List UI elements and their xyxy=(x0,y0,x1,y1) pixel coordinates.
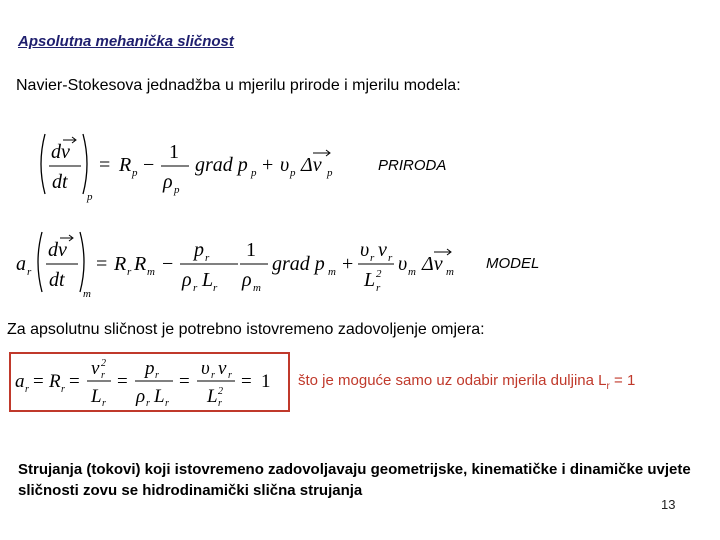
svg-text:r: r xyxy=(218,398,222,409)
svg-text:r: r xyxy=(102,398,106,409)
svg-text:Δv: Δv xyxy=(422,253,443,275)
condition-note-subscript: r xyxy=(606,381,610,392)
svg-text:1: 1 xyxy=(246,239,256,261)
equation-model xyxy=(14,228,464,300)
svg-text:p: p xyxy=(290,167,296,179)
similarity-condition: Za apsolutnu sličnost je potrebno istovremeno zadovoljenje omjera: xyxy=(7,321,485,338)
svg-text:a: a xyxy=(15,371,25,392)
svg-text:r: r xyxy=(101,370,105,381)
svg-text:2: 2 xyxy=(376,268,382,280)
svg-text:L: L xyxy=(202,269,214,291)
svg-text:r: r xyxy=(165,398,169,409)
svg-text:v: v xyxy=(218,358,227,379)
svg-text:L: L xyxy=(207,386,218,407)
intro-text: Navier-Stokesova jednadžba u mjerilu prirode i mjerilu modela: xyxy=(16,77,461,94)
svg-text:υ: υ xyxy=(201,358,210,379)
svg-text:2: 2 xyxy=(101,358,106,369)
svg-text:R: R xyxy=(49,371,61,392)
svg-text:p: p xyxy=(194,239,204,261)
svg-text:r: r xyxy=(127,266,132,278)
svg-text:1: 1 xyxy=(261,371,271,392)
svg-text:r: r xyxy=(211,370,215,381)
svg-text:ρ: ρ xyxy=(182,269,192,291)
svg-text:υ: υ xyxy=(280,154,290,176)
svg-text:=: = xyxy=(33,371,44,392)
similarity-equation-box xyxy=(9,352,290,412)
svg-text:p: p xyxy=(327,167,333,179)
svg-text:dt: dt xyxy=(49,269,65,291)
svg-text:grad p: grad p xyxy=(195,154,248,176)
svg-text:ρ: ρ xyxy=(136,386,146,407)
svg-text:m: m xyxy=(253,282,261,294)
svg-text:R: R xyxy=(114,253,127,275)
svg-text:m: m xyxy=(408,266,416,278)
svg-text:m: m xyxy=(328,266,336,278)
svg-text:L: L xyxy=(91,386,102,407)
condition-note-tail: = 1 xyxy=(609,372,636,389)
svg-text:=: = xyxy=(96,253,108,275)
page-title: Apsolutna mehanička sličnost xyxy=(18,33,234,50)
svg-text:dv: dv xyxy=(51,141,70,163)
svg-text:=: = xyxy=(117,371,128,392)
svg-text:−: − xyxy=(162,253,174,275)
svg-text:=: = xyxy=(179,371,190,392)
svg-text:+: + xyxy=(342,253,354,275)
svg-text:r: r xyxy=(370,252,375,264)
svg-text:=: = xyxy=(69,371,80,392)
svg-text:a: a xyxy=(16,253,26,275)
svg-text:r: r xyxy=(146,398,150,409)
svg-text:υ: υ xyxy=(360,239,370,261)
svg-text:=: = xyxy=(99,154,111,176)
svg-text:+: + xyxy=(262,154,274,176)
svg-text:Δv: Δv xyxy=(301,154,322,176)
conclusion-text: Strujanja (tokovi) koji istovremeno zadovoljavaju geometrijske, kinematičke i dinamičke uvjete sličnosti zovu se hidrodinamički slična strujanja xyxy=(18,461,691,499)
svg-text:R: R xyxy=(119,154,132,176)
svg-text:L: L xyxy=(364,269,376,291)
svg-text:r: r xyxy=(193,282,198,294)
svg-text:υ: υ xyxy=(398,253,408,275)
svg-text:ρ: ρ xyxy=(242,269,252,291)
label-prototype: PRIRODA xyxy=(378,157,447,174)
page-number: 13 xyxy=(661,497,676,512)
svg-text:r: r xyxy=(228,370,232,381)
svg-text:2: 2 xyxy=(218,386,223,397)
svg-text:v: v xyxy=(378,239,387,261)
svg-text:v: v xyxy=(91,358,100,379)
svg-text:m: m xyxy=(83,288,91,300)
svg-text:p: p xyxy=(145,358,155,379)
svg-text:L: L xyxy=(154,386,165,407)
svg-text:dt: dt xyxy=(52,171,68,193)
svg-text:p: p xyxy=(174,184,180,196)
svg-text:R: R xyxy=(134,253,147,275)
svg-text:ρ: ρ xyxy=(163,171,173,193)
svg-text:r: r xyxy=(155,370,159,381)
svg-text:r: r xyxy=(213,282,218,294)
label-model: MODEL xyxy=(486,255,540,272)
svg-text:r: r xyxy=(205,252,210,264)
svg-text:m: m xyxy=(446,266,454,278)
svg-text:grad p: grad p xyxy=(272,253,325,275)
svg-text:m: m xyxy=(147,266,155,278)
svg-text:p: p xyxy=(251,167,257,179)
svg-text:1: 1 xyxy=(169,141,179,163)
svg-text:r: r xyxy=(61,384,65,395)
svg-text:p: p xyxy=(132,167,138,179)
equation-prototype xyxy=(35,128,355,206)
svg-text:r: r xyxy=(27,266,32,278)
svg-text:r: r xyxy=(388,252,393,264)
svg-text:=: = xyxy=(241,371,252,392)
svg-text:dv: dv xyxy=(48,239,67,261)
svg-text:r: r xyxy=(376,282,381,294)
condition-note xyxy=(298,372,635,392)
svg-text:r: r xyxy=(25,384,29,395)
similarity-equation xyxy=(11,354,288,410)
condition-note-text: što je moguće samo uz odabir mjerila duljina L xyxy=(298,372,607,389)
svg-text:−: − xyxy=(143,154,155,176)
svg-text:p: p xyxy=(87,191,93,203)
